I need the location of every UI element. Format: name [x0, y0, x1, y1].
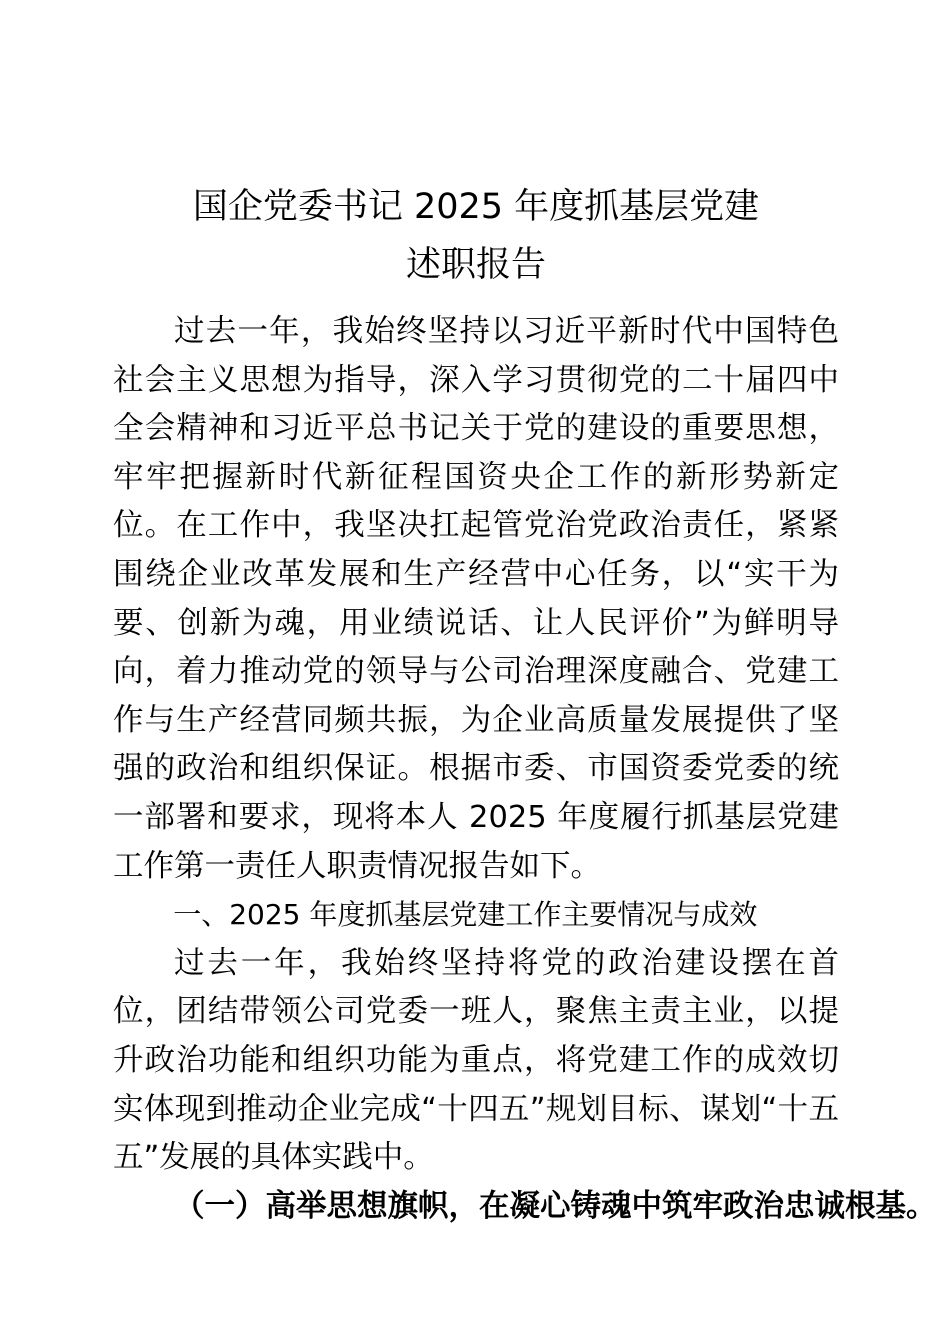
paragraph-intro: 过去一年，我始终坚持以习近平新时代中国特色社会主义思想为指导，深入学习贯彻党的二十届四中全会精神和习近平总书记关于党的建设的重要思想，牢牢把握新时代新征程国资央企工作的新形势新定位。在工作中，我坚决扛起管党治党政治责任，紧紧围绕企业改革发展和生产经营中心任务，以“实干为要、创新为魂，用业绩说话、让人民评价”为鲜明导向，着力推动党的领导与公司治理深度融合、党建工作与生产经营同频共振，为企业高质量发展提供了坚强的政治和组织保证。根据市委、市国资委党委的统一部署和要求，现将本人 2025 年度履行抓基层党建工作第一责任人职责情况报告如下。: [113, 314, 839, 884]
section-heading-one: 一、2025 年度抓基层党建工作主要情况与成效: [173, 898, 758, 932]
subsection-heading-one: （一）高举思想旗帜，在凝心铸魂中筑牢政治忠诚根基。: [174, 1188, 937, 1224]
page-title-line-1: 国企党委书记 2025 年度抓基层党建: [192, 187, 760, 227]
document-body: [113, 0, 937, 1231]
paragraph-section-one-body: 过去一年，我始终坚持将党的政治建设摆在首位，团结带领公司党委一班人，聚焦主责主业，以提升政治功能和组织功能为重点，将党建工作的成效切实体现到推动企业完成“十四五”规划目标、谋划“十五五”发展的具体实践中。: [113, 945, 839, 1176]
page-title: [113, 0, 839, 294]
page-title-line-2: 述职报告: [405, 245, 546, 285]
